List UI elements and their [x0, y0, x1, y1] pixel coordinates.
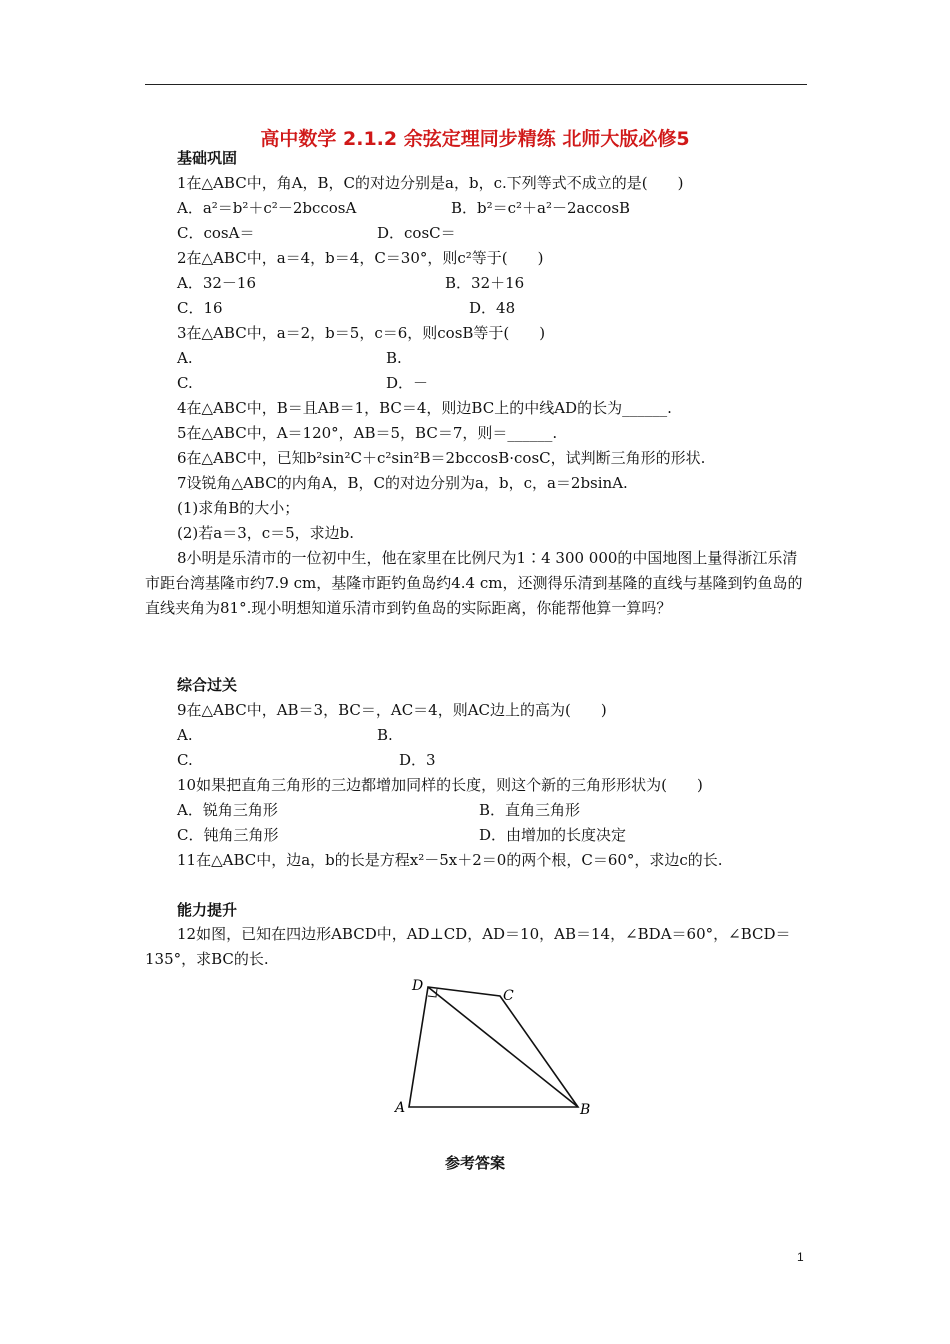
option: D．－ — [386, 374, 429, 392]
question-2-options-ab — [177, 273, 525, 293]
page-number: 1 — [797, 1250, 804, 1264]
question-5: 5在△ABC中，A＝120°，AB＝5，BC＝7，则＝______. — [177, 424, 558, 442]
option: A. — [177, 349, 193, 367]
option: D．由增加的长度决定 — [479, 826, 627, 844]
question-2: 2在△ABC中，a＝4，b＝4，C＝30°，则c²等于( ) — [177, 249, 544, 267]
question-3: 3在△ABC中，a＝2，b＝5，c＝6，则cosB等于( ) — [177, 324, 546, 342]
option: C．cosA＝ — [177, 224, 255, 242]
option: B．32＋16 — [445, 274, 525, 292]
label-a: A — [395, 1100, 406, 1116]
question-3-options-ab — [177, 348, 402, 368]
label-d: D — [412, 978, 424, 994]
quadrilateral-figure — [390, 972, 600, 1122]
question-3-options-cd — [177, 373, 429, 393]
header-rule — [145, 84, 807, 85]
label-c: C — [503, 988, 514, 1004]
option: A．锐角三角形 — [177, 801, 278, 819]
question-7-part-2: (2)若a＝3，c＝5，求边b. — [177, 524, 355, 542]
question-7: 7设锐角△ABC的内角A，B，C的对边分别为a，b，c，a＝2bsinA. — [177, 474, 628, 492]
option: C．钝角三角形 — [177, 826, 279, 844]
option: B. — [377, 726, 393, 744]
section-comprehensive: 综合过关 — [177, 676, 238, 694]
question-11: 11在△ABC中，边a，b的长是方程x²－5x＋2＝0的两个根，C＝60°，求边c的长. — [177, 851, 723, 869]
question-8: 8小明是乐清市的一位初中生，他在家里在比例尺为1∶4 300 000的中国地图上量得浙江乐清市距台湾基隆市约7.9 cm，基隆市距钓鱼岛约4.4 cm，还测得乐清到基隆的直线与基隆到钓鱼岛的直线夹角为81°.现小明想知道乐清市到钓鱼岛的实际距离，你能帮他算一算吗？ — [145, 549, 803, 617]
option: C. — [177, 374, 193, 392]
option: C．16 — [177, 299, 223, 317]
question-9: 9在△ABC中，AB＝3，BC＝，AC＝4，则AC边上的高为( ) — [177, 701, 607, 719]
option: D．cosC＝ — [377, 224, 456, 242]
option: B. — [386, 349, 402, 367]
option: D．48 — [469, 299, 516, 317]
section-basic: 基础巩固 — [177, 149, 238, 167]
option: B．直角三角形 — [479, 801, 581, 819]
diagonal-bd — [428, 987, 578, 1107]
label-b: B — [580, 1102, 591, 1118]
quadrilateral-abcd — [409, 987, 578, 1107]
option: A．32－16 — [177, 274, 257, 292]
option: D．3 — [399, 751, 436, 769]
option: C. — [177, 751, 193, 769]
question-10-options-cd — [177, 825, 627, 845]
question-9-options-cd — [177, 750, 436, 770]
question-12: 12如图，已知在四边形ABCD中，AD⊥CD，AD＝10，AB＝14，∠BDA＝60°，∠BCD＝135°，求BC的长. — [145, 925, 791, 968]
option: A. — [177, 726, 193, 744]
option: A．a²＝b²＋c²－2bccosA — [177, 199, 357, 217]
question-1: 1在△ABC中，角A，B，C的对边分别是a，b，c.下列等式不成立的是( ) — [177, 174, 684, 192]
question-10-options-ab — [177, 800, 581, 820]
question-7-part-1: (1)求角B的大小； — [177, 499, 300, 517]
question-1-options-cd — [177, 223, 456, 243]
option: B．b²＝c²＋a²－2accosB — [451, 199, 631, 217]
page-title: 高中数学 2.1.2 余弦定理同步精练 北师大版必修5 — [260, 128, 690, 150]
question-1-options-ab — [177, 198, 631, 218]
answers-heading: 参考答案 — [444, 1154, 505, 1172]
question-10: 10如果把直角三角形的三边都增加同样的长度，则这个新的三角形形状为( ) — [177, 776, 703, 794]
section-ability: 能力提升 — [177, 901, 238, 919]
question-4: 4在△ABC中，B＝且AB＝1，BC＝4，则边BC上的中线AD的长为______. — [177, 399, 672, 417]
question-2-options-cd — [177, 298, 516, 318]
question-9-options-ab — [177, 725, 393, 745]
question-6: 6在△ABC中，已知b²sin²C＋c²sin²B＝2bccosB·cosC，试判断三角形的形状. — [177, 449, 706, 467]
